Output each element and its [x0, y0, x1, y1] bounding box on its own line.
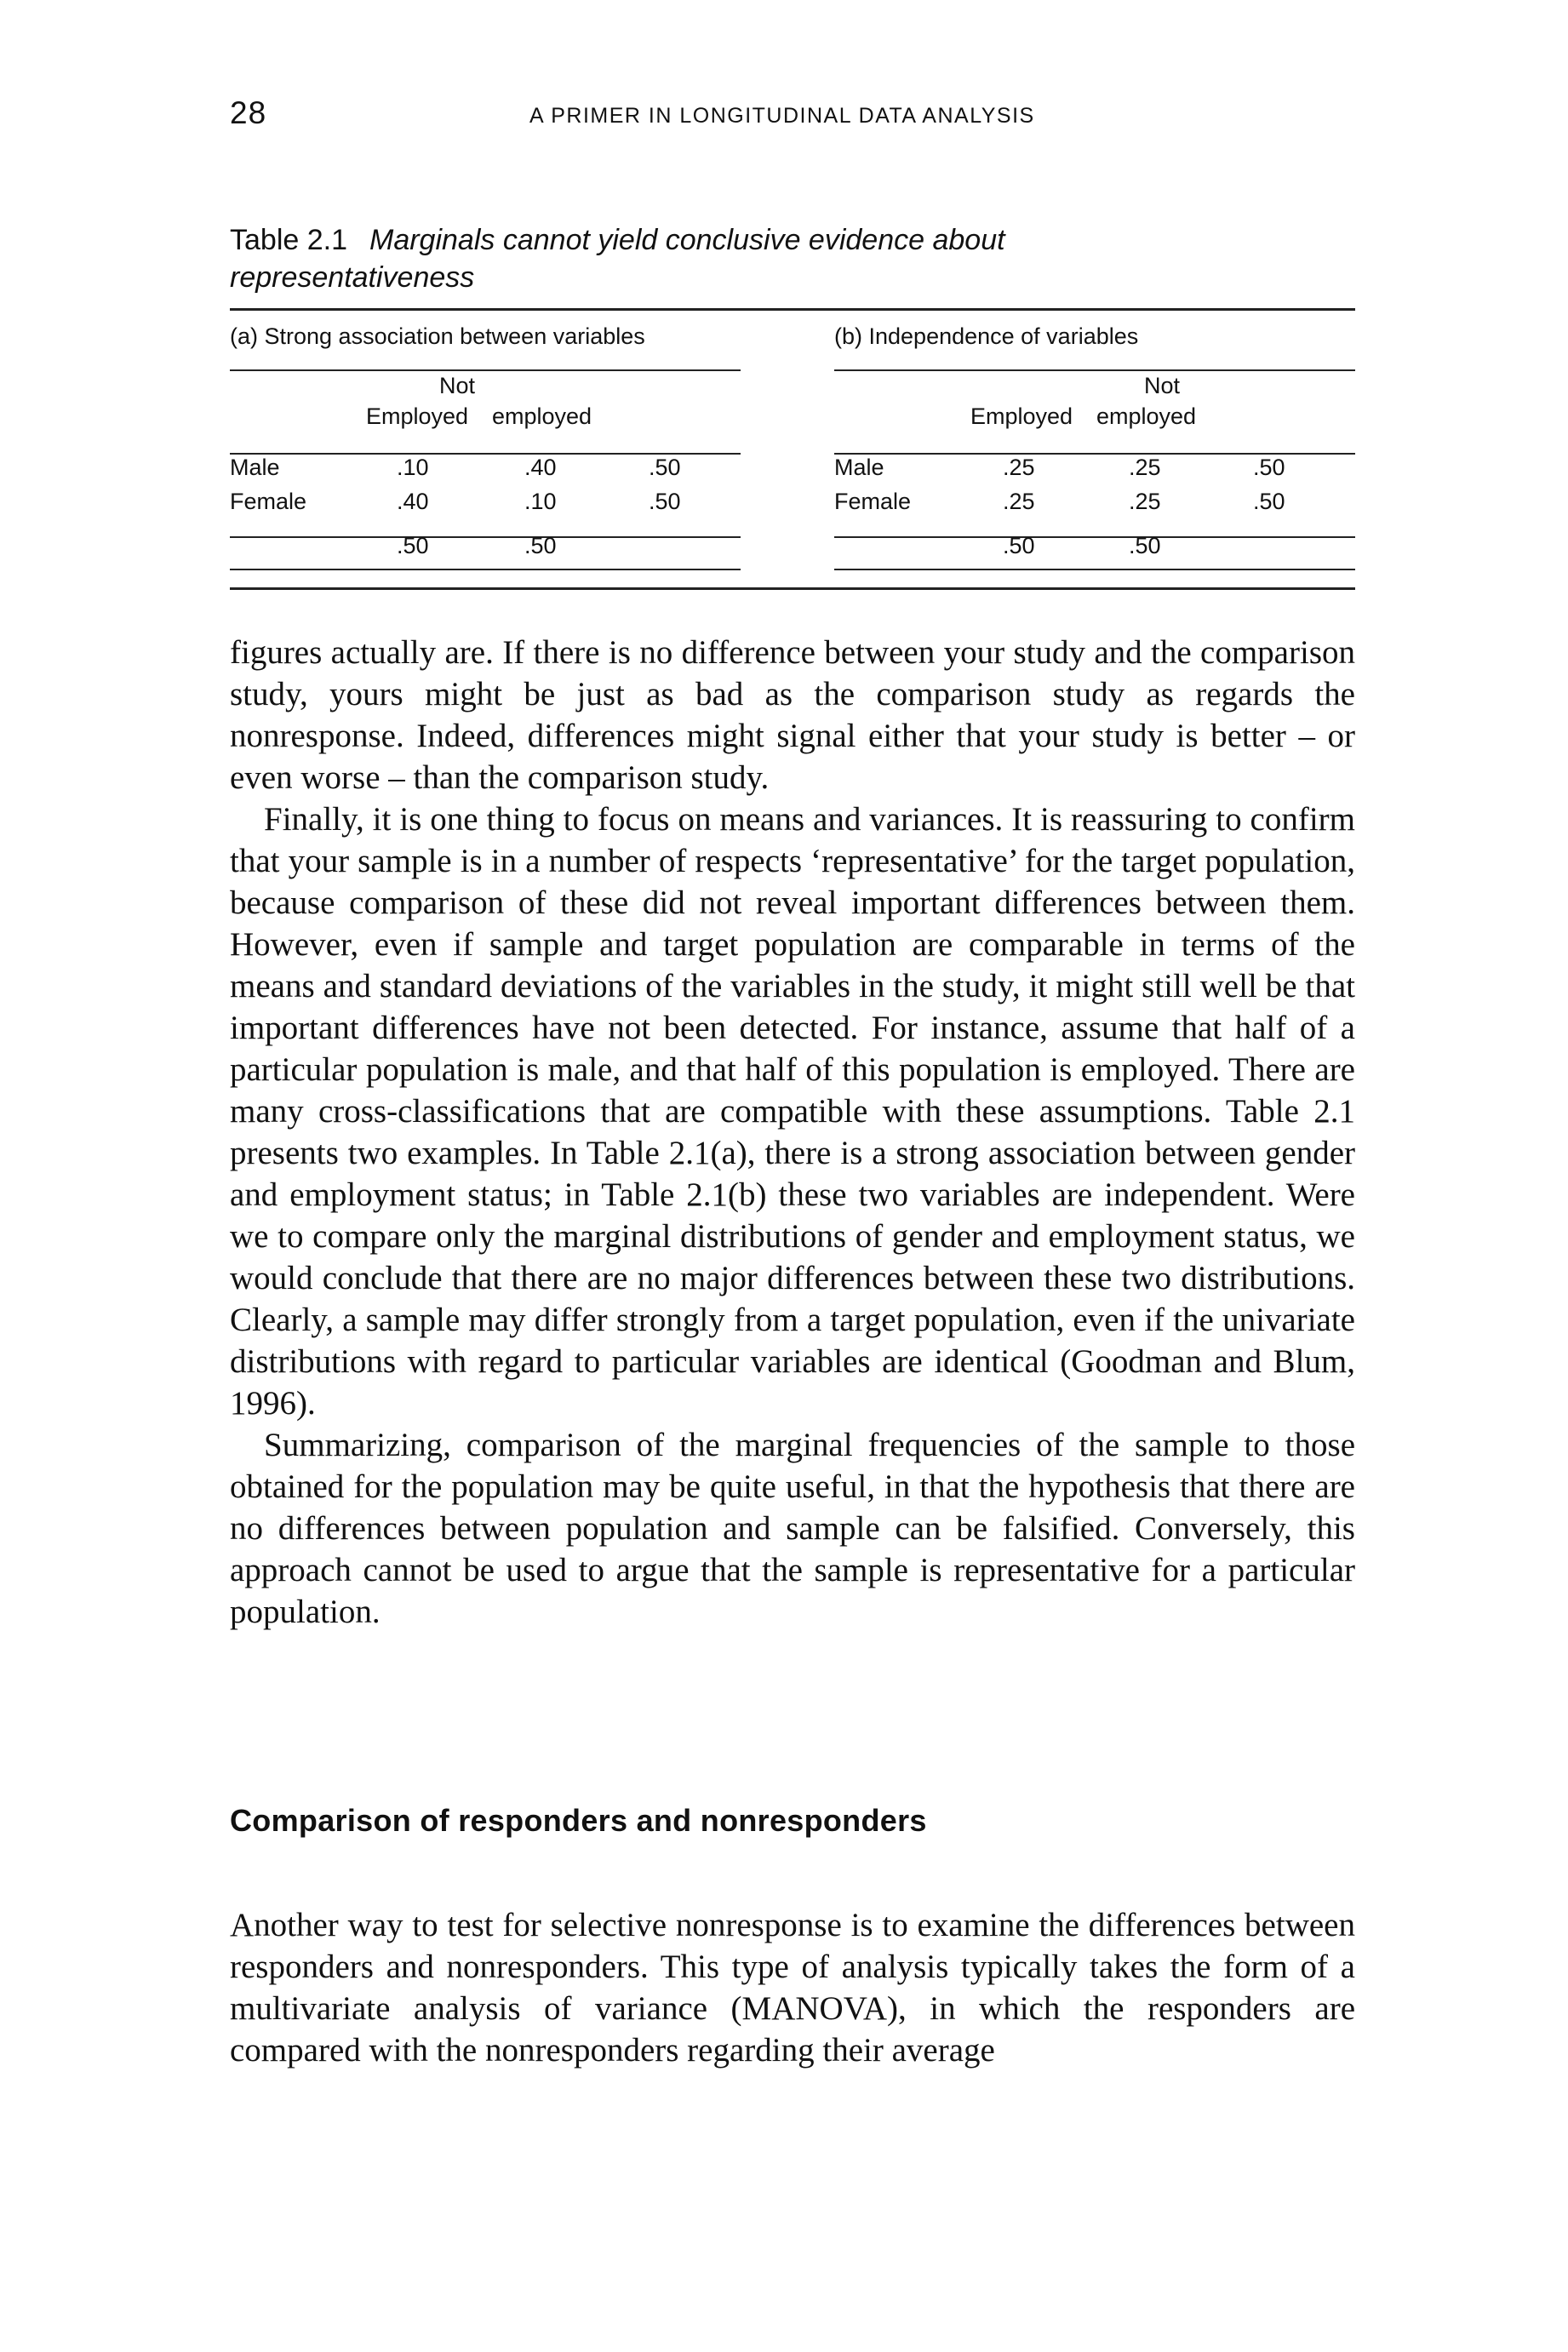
table-a-cell: .40 [524, 455, 557, 480]
table-b-cell: .25 [1003, 489, 1035, 514]
table-description: Marginals cannot yield conclusive evidence about representativeness [230, 224, 1005, 294]
table-b-cell: .50 [1253, 489, 1285, 514]
running-head [230, 95, 1355, 146]
table-a-header-rule [230, 369, 741, 371]
table-a-col2-header: employed [492, 403, 592, 429]
table-b-bottom-rule [834, 569, 1355, 570]
table-label: Table 2.1 [230, 224, 347, 256]
table-a-cell: .50 [649, 489, 681, 514]
table-a-bottom-rule [230, 569, 741, 570]
paragraph: Another way to test for selective nonresponse is to examine the differences between responders and nonresponders. This type of analysis typically takes the form of a multivariate analysis of variance (MANOVA), in which the responders are compared with the nonresponders regarding their average [230, 1907, 1355, 2069]
table-b-col1-header: Employed [970, 403, 1073, 429]
table-b-cell: .25 [1129, 455, 1161, 480]
table-caption [230, 221, 1124, 296]
paragraph: Summarizing, comparison of the marginal frequencies of the sample to those obtained for the population may be quite useful, in that the hypothesis that there are no differences between population and sample can be falsified. Conversely, this approach cannot be used to argue that the sample is representative for a particular population. [230, 1427, 1355, 1630]
table-a-cell: .40 [397, 489, 429, 514]
body-text [230, 632, 1355, 1633]
table-b-row-label: Female [834, 489, 912, 514]
section-body-text [230, 1904, 1355, 2071]
running-title: A PRIMER IN LONGITUDINAL DATA ANALYSIS [529, 104, 1035, 128]
section-heading: Comparison of responders and nonresponders [230, 1803, 927, 1838]
table-bottom-rule [230, 587, 1355, 590]
table-a-totals-rule [230, 536, 741, 538]
table-b-row-label: Male [834, 455, 884, 480]
table-b-cell: .25 [1003, 455, 1035, 480]
paragraph: Finally, it is one thing to focus on means and variances. It is reassuring to confirm that your sample is in a number of respects ‘representative’ for the target population, because comparison of these did not reveal important differences between them. However, even if sample and target population are comparable in terms of the means and standard deviations of the variables in the study, it might still well be that important differences have not been detected. For instance, assume that half of a particular population is male, and that half of this population is employed. There are many cross-classifications that are compatible with these assumptions. Table 2.1 presents two examples. In Table 2.1(a), there is a strong association between gender and employment status; in Table 2.1(b) these two variables are independent. Were we to compare only the marginal distributions of gender and employment status, we would conclude that there are no major differences between these two distributions. Clearly, a sample may differ strongly from a target population, even if the univariate distributions with regard to particular variables are identical (Goodman and Blum, 1996). [230, 801, 1355, 1422]
table-a-total: .50 [397, 533, 429, 558]
paragraph: figures actually are. If there is no difference between your study and the comparison study, yours might be just as bad as the comparison study as regards the nonresponse. Indeed, differences might signal either that your study is better – or even worse – than the comparison study. [230, 634, 1355, 796]
table-top-rule [230, 308, 1355, 311]
table-b-cell: .50 [1253, 455, 1285, 480]
table-b-col-header-top: Not [1144, 373, 1181, 398]
table-b-title: (b) Independence of variables [834, 323, 1139, 349]
table-b-total: .50 [1003, 533, 1035, 558]
table-b-col2-header: employed [1096, 403, 1197, 429]
table-a-row-label: Female [230, 489, 307, 514]
table-b-totals-rule [834, 536, 1355, 538]
table-a-cell: .50 [649, 455, 681, 480]
table-a-col-header-top: Not [439, 373, 476, 398]
table-a-row-label: Male [230, 455, 280, 480]
table-a-cell: .10 [397, 455, 429, 480]
table-b-total: .50 [1129, 533, 1161, 558]
table-b-cell: .25 [1129, 489, 1161, 514]
tables-block [230, 308, 1355, 589]
page-number: 28 [230, 95, 267, 130]
table-b-header-rule [834, 369, 1355, 371]
table-a-col1-header: Employed [366, 403, 469, 429]
table-a-total: .50 [524, 533, 557, 558]
table-a-cell: .10 [524, 489, 557, 514]
table-a-title: (a) Strong association between variables [230, 323, 645, 349]
